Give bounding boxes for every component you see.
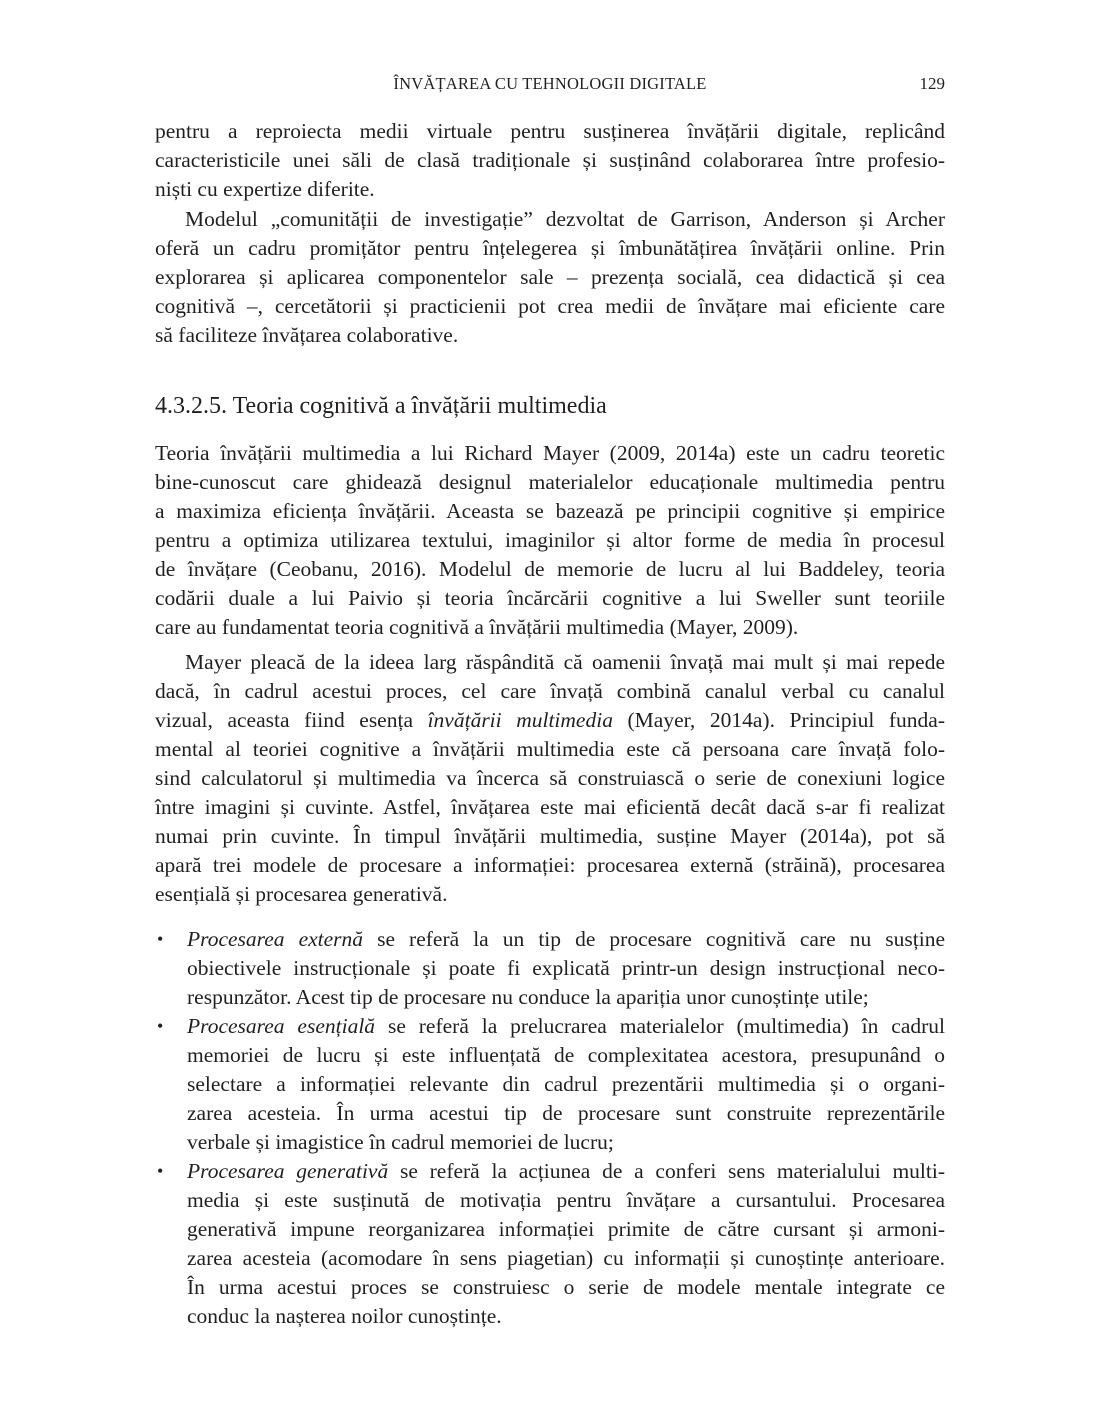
bullet-icon: • bbox=[157, 929, 164, 949]
text-line: explorarea și aplicarea componentelor sale – prezența socială, cea didactică și cea bbox=[155, 265, 945, 289]
text-line: sind calculatorul și multimedia va încerca să construiască o serie de conexiuni logice bbox=[155, 766, 945, 790]
text-line: numai prin cuvinte. În timpul învățării multimedia, susține Mayer (2014a), pot să bbox=[155, 824, 945, 848]
text-line: apară trei modele de procesare a informației: procesarea externă (străină), procesarea bbox=[155, 853, 945, 877]
text-line: niști cu expertize diferite. bbox=[155, 177, 375, 201]
text-line bbox=[187, 1157, 945, 1185]
text-span: (Mayer, 2014a). Principiul funda- bbox=[612, 708, 946, 732]
italic-term: Procesarea generativă bbox=[187, 1159, 389, 1183]
text-line: caracteristicile unei săli de clasă tradiționale și susținând colaborarea între profesio- bbox=[155, 148, 945, 172]
italic-term: învățării multimedia bbox=[427, 708, 613, 732]
text-line: Teoria învățării multimedia a lui Richard Mayer (2009, 2014a) este un cadru teoretic bbox=[155, 441, 945, 465]
text-line: selectare a informației relevante din cadrul prezentării multimedia și o organi- bbox=[187, 1072, 945, 1096]
text-line: generativă impune reorganizarea informației primite de către cursant și armoni- bbox=[187, 1217, 945, 1241]
text-line: memoriei de lucru și este influențată de complexitatea acestora, presupunând o bbox=[187, 1043, 945, 1067]
text-line: În urma acestui proces se construiesc o serie de modele mentale integrate ce bbox=[187, 1275, 945, 1299]
text-line: mental al teoriei cognitive a învățării multimedia este că persoana care învață folo- bbox=[155, 737, 945, 761]
bullet-icon: • bbox=[157, 1016, 164, 1036]
text-line: zarea acesteia (acomodare în sens piagetian) cu informații și cunoștințe anterioare. bbox=[187, 1246, 945, 1270]
page-number: 129 bbox=[919, 74, 945, 93]
text-span: se referă la acțiunea de a conferi sens materialului multi- bbox=[388, 1159, 945, 1183]
text-line: respunzător. Acest tip de procesare nu conduce la apariția unor cunoștințe utile; bbox=[187, 985, 869, 1009]
text-line: Mayer pleacă de la ideea larg răspândită că oamenii învață mai mult și mai repede bbox=[185, 650, 945, 674]
text-line: media și este susținută de motivația pentru învățare a cursantului. Procesarea bbox=[187, 1188, 945, 1212]
text-line: oferă un cadru promițător pentru înțelegerea și îmbunătățirea învățării online. Prin bbox=[155, 236, 945, 260]
italic-term: Procesarea esențială bbox=[187, 1014, 376, 1038]
text-line: zarea acesteia. În urma acestui tip de procesare sunt construite reprezentările bbox=[187, 1101, 945, 1125]
text-span: se referă la un tip de procesare cognitivă care nu susține bbox=[363, 927, 945, 951]
text-line: cognitivă –, cercetătorii și practicienii pot crea medii de învățare mai eficiente care bbox=[155, 294, 945, 318]
text-line: între imagini și cuvinte. Astfel, învățarea este mai eficientă decât dacă s-ar fi realizat bbox=[155, 795, 945, 819]
text-line: conduc la nașterea noilor cunoștințe. bbox=[187, 1304, 502, 1328]
italic-term: Procesarea externă bbox=[187, 927, 364, 951]
text-line: codării duale a lui Paivio și teoria încărcării cognitive a lui Sweller sunt teoriile bbox=[155, 586, 945, 610]
text-line: pentru a optimiza utilizarea textului, imaginilor și altor forme de media în procesul bbox=[155, 528, 945, 552]
text-line: să faciliteze învățarea colaborative. bbox=[155, 323, 459, 347]
bullet-icon: • bbox=[157, 1161, 164, 1181]
text-line: pentru a reproiecta medii virtuale pentru susținerea învățării digitale, replicând bbox=[155, 119, 945, 143]
running-header bbox=[155, 72, 945, 98]
text-line: esențială și procesarea generativă. bbox=[155, 882, 448, 906]
text-line bbox=[187, 1012, 945, 1040]
text-line: verbale și imagistice în cadrul memoriei de lucru; bbox=[187, 1130, 614, 1154]
text-line bbox=[187, 925, 945, 953]
text-line: bine-cunoscut care ghidează designul materialelor educaționale multimedia pentru bbox=[155, 470, 945, 494]
section-heading: 4.3.2.5. Teoria cognitivă a învățării multimedia bbox=[155, 393, 607, 419]
text-line: care au fundamentat teoria cognitivă a învățării multimedia (Mayer, 2009). bbox=[155, 615, 799, 639]
text-line: dacă, în cadrul acestui proces, cel care învață combină canalul verbal cu canalul bbox=[155, 679, 945, 703]
running-title: ÎNVĂȚAREA CU TEHNOLOGII DIGITALE bbox=[393, 74, 707, 93]
text-line: Modelul „comunității de investigație” dezvoltat de Garrison, Anderson și Archer bbox=[185, 207, 945, 231]
text-span: se referă la prelucrarea materialelor (multimedia) în cadrul bbox=[375, 1014, 945, 1038]
text-line: a maximiza eficiența învățării. Aceasta se bazează pe principii cognitive și empirice bbox=[155, 499, 945, 523]
text-line: obiectivele instrucționale și poate fi explicată printr-un design instrucțional neco- bbox=[187, 956, 945, 980]
text-line: de învățare (Ceobanu, 2016). Modelul de memorie de lucru al lui Baddeley, teoria bbox=[155, 557, 945, 581]
text-span: vizual, aceasta fiind esența bbox=[155, 708, 428, 732]
text-line bbox=[155, 706, 945, 734]
